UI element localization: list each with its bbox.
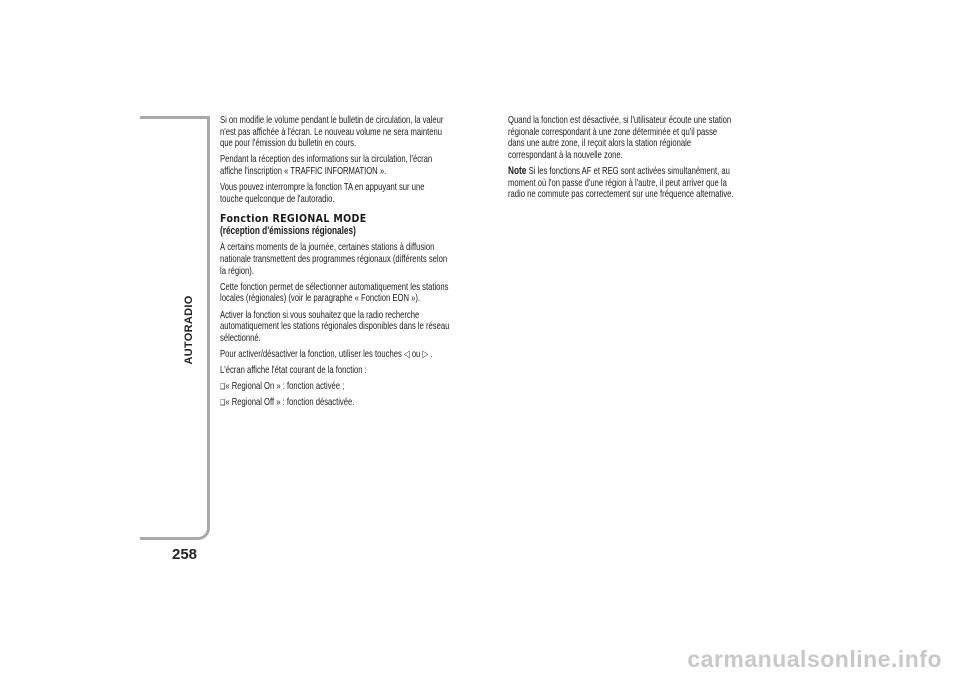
right-arrow-icon: ▷ <box>422 348 429 360</box>
note-paragraph: Note Si les fonctions AF et REG sont activées simultanément, au moment où l'on passe d'une région à l'autre, il peut arriver que la radio ne commute pas correctement sur une fréquence alternative. <box>508 164 734 201</box>
paragraph-interrupt-ta: Vous pouvez interrompre la fonction TA en appuyant sur une touche quelconque de l'autoradio. <box>220 182 425 205</box>
paragraph-buttons: Pour activer/désactiver la fonction, utiliser les touches ◁ ou ▷ . <box>220 348 433 360</box>
page-frame <box>140 116 210 540</box>
paragraph-volume: Si on modifie le volume pendant le bulletin de circulation, la valeur n'est pas affichée à l'écran. Le nouveau volume ne sera maintenu que pour l'émission du bulletin en cours. <box>220 115 444 150</box>
paragraph-regional-programs: À certains moments de la journée, certaines stations à diffusion nationale transmettent des programmes régionaux (différents selon la région). <box>220 242 448 277</box>
list-item: ❑« Regional Off » : fonction désactivée. <box>220 397 355 409</box>
page-number: 258 <box>172 546 198 563</box>
paragraph-activate: Activer la fonction si vous souhaitez que la radio recherche automatiquement les stations régionales disponibles dans le réseau sélectionné. <box>220 309 450 344</box>
paragraph-traffic-info: Pendant la réception des informations sur la circulation, l'écran affiche l'inscription « TRAFFIC INFORMATION ». <box>220 154 433 177</box>
right-column <box>508 115 786 205</box>
section-heading <box>220 213 498 237</box>
paragraph-display-state: L'écran affiche l'état courant de la fonction : <box>220 365 367 377</box>
paragraph-disabled-function: Quand la fonction est désactivée, si l'utilisateur écoute une station régionale correspondant à une zone déterminée et qu'il passe dans une autre zone, il reçoit alors la station régionale correspondant à la nouvelle zone. <box>508 115 732 161</box>
note-label: Note <box>508 164 527 177</box>
list-item: ❑« Regional On » : fonction activée ; <box>220 381 345 393</box>
watermark: carmanualsonline.info <box>687 646 942 672</box>
heading-subtitle: (réception d'émissions régionales) <box>220 225 356 238</box>
checkbox-bullet-icon: ❑ <box>220 398 226 408</box>
heading-title: Fonction REGIONAL MODE <box>220 212 367 226</box>
section-side-label: AUTORADIO <box>183 295 195 365</box>
page-frame-top <box>140 116 208 119</box>
left-arrow-icon: ◁ <box>403 348 410 360</box>
checkbox-bullet-icon: ❑ <box>220 382 226 392</box>
paragraph-function-purpose: Cette fonction permet de sélectionner automatiquement les stations locales (régionales) (voir le paragraphe « Fonction EON »). <box>220 281 449 305</box>
left-column <box>220 115 498 414</box>
